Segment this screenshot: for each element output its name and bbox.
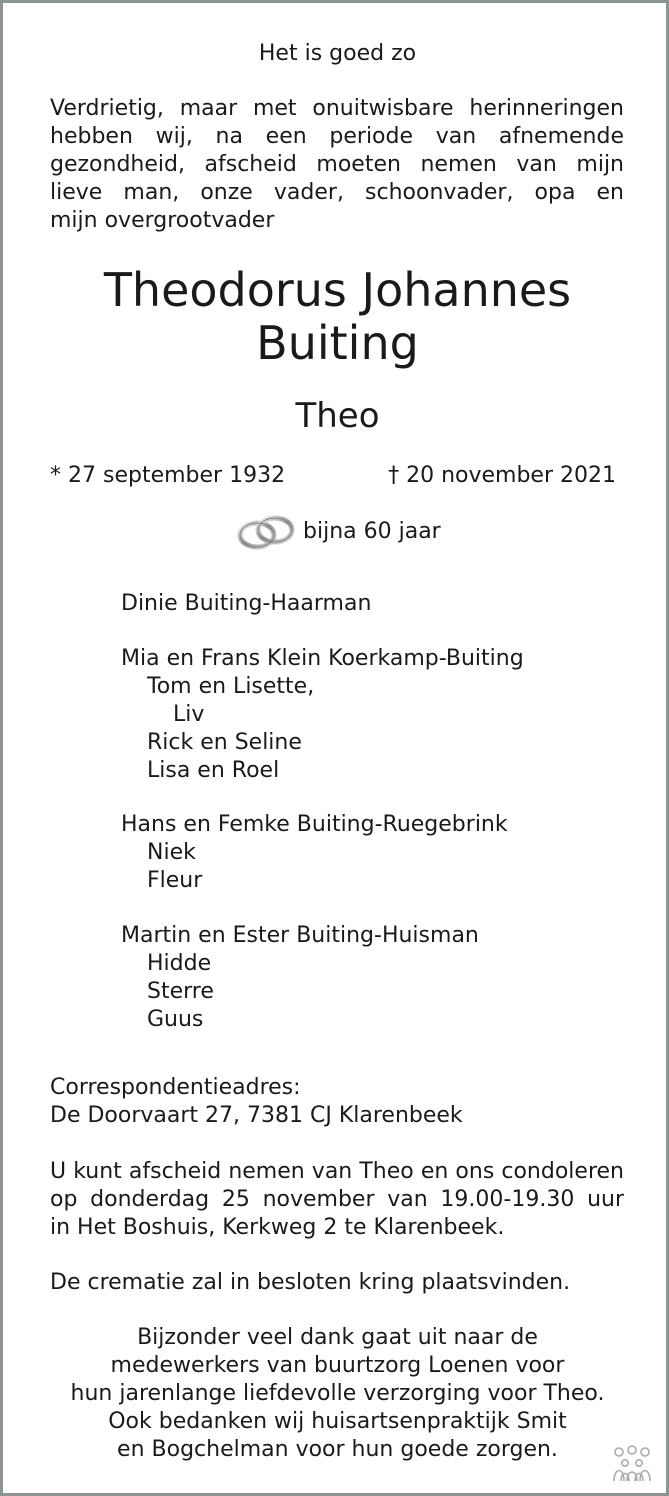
correspondence-label: Correspondentieadres: xyxy=(50,1075,301,1100)
family-member: Fleur xyxy=(147,868,203,893)
family-couple: Mia en Frans Klein Koerkamp-Buiting xyxy=(121,646,524,671)
family-member: Tom en Lisette, xyxy=(147,674,315,699)
thanks-line: medewerkers van buurtzorg Loenen voor xyxy=(110,1353,565,1378)
intro-line: mijn overgrootvader xyxy=(50,208,275,233)
deceased-name-line2: Buiting xyxy=(256,316,419,370)
family-couple: Martin en Ester Buiting-Huisman xyxy=(121,923,479,948)
deceased-nickname: Theo xyxy=(295,396,380,436)
condolence-line: op donderdag 25 november van 19.00-19.30 uur xyxy=(50,1187,624,1212)
condolence-line: in Het Boshuis, Kerkweg 2 te Klarenbeek. xyxy=(50,1215,505,1240)
thanks-line: Ook bedanken wij huisartsenpraktijk Smit xyxy=(108,1409,567,1434)
spouse-name: Dinie Buiting-Haarman xyxy=(121,591,372,616)
intro-line: gezondheid, afscheid moeten nemen van mijn xyxy=(50,152,624,177)
intro-line: Verdrietig, maar met onuitwisbare herinneringen xyxy=(50,96,624,121)
family-member: Guus xyxy=(147,1007,204,1032)
thanks-line: hun jarenlange liefdevolle verzorging voor Theo. xyxy=(70,1381,605,1406)
family-member: Lisa en Roel xyxy=(147,758,280,783)
family-people-logo-icon xyxy=(611,1445,653,1485)
family-member: Niek xyxy=(147,840,196,865)
birth-date: * 27 september 1932 xyxy=(50,463,286,488)
family-member: Hidde xyxy=(147,951,212,976)
intro-line: lieve man, onze vader, schoonvader, opa en xyxy=(50,180,624,205)
wedding-rings-icon xyxy=(235,515,299,551)
intro-heading: Het is goed zo xyxy=(258,41,417,66)
family-member: Liv xyxy=(173,702,205,727)
thanks-line: Bijzonder veel dank gaat uit naar de xyxy=(137,1325,538,1350)
correspondence-address: De Doorvaart 27, 7381 CJ Klarenbeek xyxy=(50,1103,463,1128)
family-member: Sterre xyxy=(147,979,214,1004)
family-couple: Hans en Femke Buiting-Ruegebrink xyxy=(121,812,508,837)
thanks-line: en Bogchelman voor hun goede zorgen. xyxy=(117,1437,558,1462)
family-member: Rick en Seline xyxy=(147,730,302,755)
marriage-duration: bijna 60 jaar xyxy=(303,519,441,544)
intro-line: hebben wij, na een periode van afnemende xyxy=(50,124,624,149)
cremation-note: De crematie zal in besloten kring plaatsvinden. xyxy=(50,1270,571,1295)
death-date: † 20 november 2021 xyxy=(388,463,616,488)
deceased-name-line1: Theodorus Johannes xyxy=(103,263,572,317)
condolence-line: U kunt afscheid nemen van Theo en ons condoleren xyxy=(50,1159,624,1184)
